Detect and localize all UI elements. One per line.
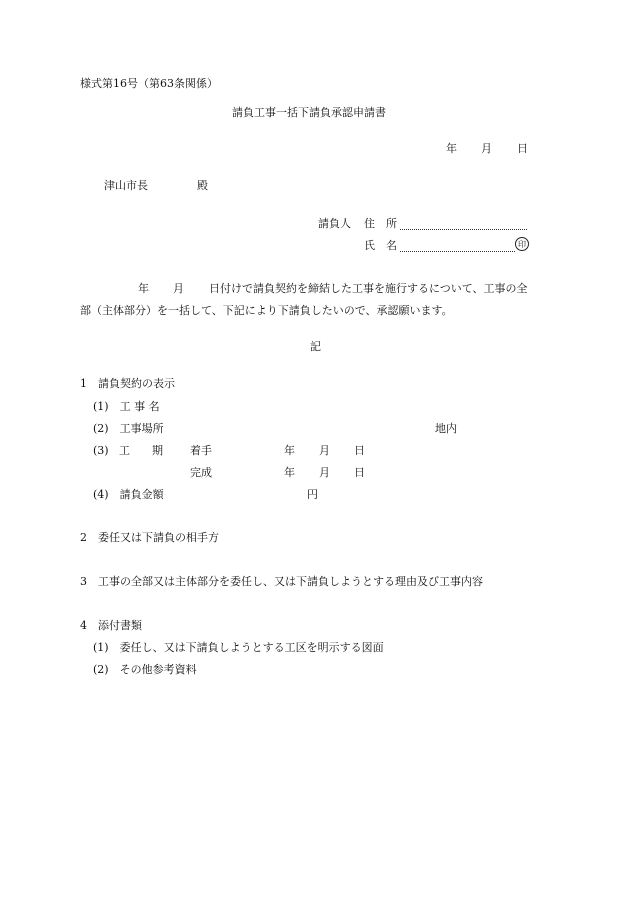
- period-label: 工 期: [119, 444, 163, 457]
- complete-day: 日: [354, 466, 365, 479]
- body-month: 月: [173, 282, 184, 295]
- section2-heading: 2 委任又は下請負の相手方: [80, 531, 219, 544]
- start-day: 日: [354, 444, 365, 457]
- attachment-item: (2) その他参考資料: [93, 663, 197, 676]
- start-year: 年: [284, 444, 295, 457]
- body-line2: 部（主体部分）を一括して、下記により下請負したいので、承認願います。: [80, 304, 453, 317]
- start-month: 月: [319, 444, 330, 457]
- construction-name-label: (1) 工 事 名: [93, 400, 160, 413]
- construction-place-label: (2) 工事場所: [93, 422, 164, 435]
- name-label: 氏 名: [364, 239, 397, 252]
- body-line1: 日付けで請負契約を締結した工事を施行するについて、工事の全: [209, 282, 528, 295]
- address-field: [400, 219, 527, 230]
- document-title: 請負工事一括下請負承認申請書: [232, 106, 386, 119]
- addressee-honorific: 殿: [197, 179, 208, 192]
- contract-amount-label: (4) 請負金額: [93, 488, 164, 501]
- section4-heading: 4 添付書類: [80, 619, 142, 632]
- amount-unit: 円: [307, 488, 318, 501]
- date-month: 月: [481, 142, 492, 155]
- address-label: 住 所: [364, 217, 397, 230]
- name-field: [400, 241, 515, 252]
- complete-month: 月: [319, 466, 330, 479]
- period-number: (3): [93, 444, 109, 457]
- applicant-role: 請負人: [318, 217, 351, 230]
- complete-label: 完成: [190, 466, 212, 479]
- body-year: 年: [138, 282, 149, 295]
- section3-heading: 3 工事の全部又は主体部分を委任し、又は下請負しようとする理由及び工事内容: [80, 575, 483, 588]
- complete-year: 年: [284, 466, 295, 479]
- date-day: 日: [517, 142, 528, 155]
- ki-mark: 記: [310, 340, 321, 353]
- form-number: 様式第16号（第63条関係）: [80, 77, 218, 90]
- section1-heading: 1 請負契約の表示: [80, 377, 175, 390]
- addressee-name: 津山市長: [104, 179, 148, 192]
- seal-mark: 印: [515, 237, 529, 251]
- attachment-item: (1) 委任し、又は下請負しようとする工区を明示する図面: [93, 641, 384, 654]
- start-label: 着手: [190, 444, 212, 457]
- place-suffix: 地内: [435, 422, 457, 435]
- date-year: 年: [446, 142, 457, 155]
